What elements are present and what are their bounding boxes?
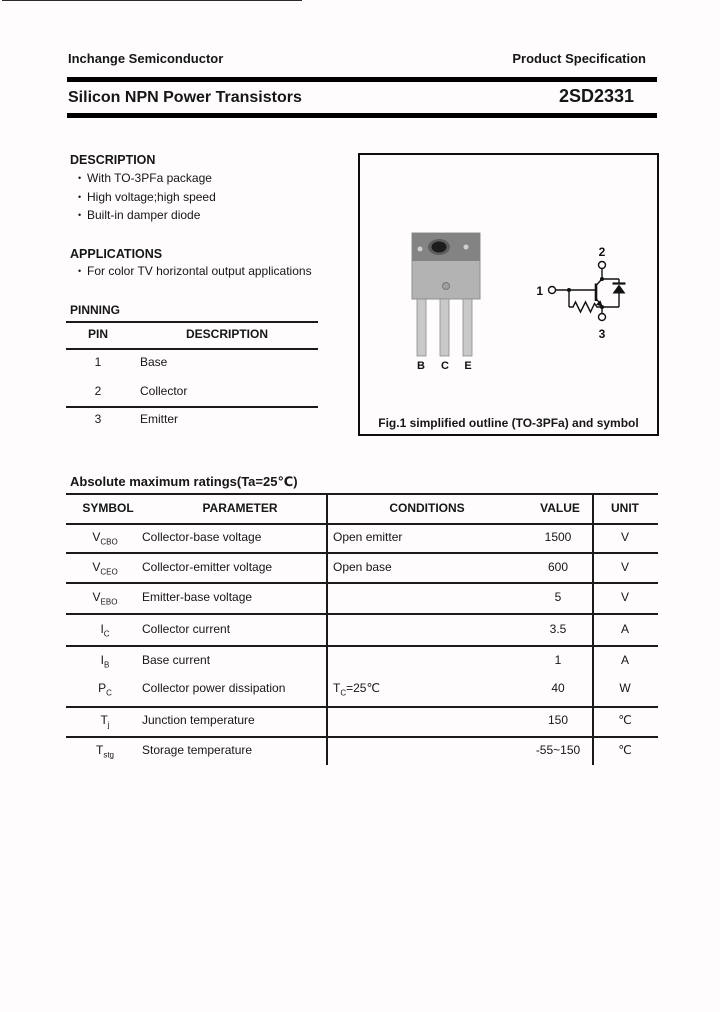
rating-unit: V	[620, 590, 629, 604]
rating-parameter: Collector power dissipation	[142, 681, 286, 695]
ratings-vertical-rule	[326, 493, 328, 765]
description-bullet: • High voltage;high speed	[78, 188, 216, 207]
package-pin-label-b: B	[417, 360, 425, 372]
ratings-rule	[66, 523, 658, 525]
rating-symbol: $T_j$	[100, 713, 110, 730]
pin-description: Base	[140, 355, 168, 369]
pinning-rule	[66, 321, 318, 323]
rating-value: 150	[547, 713, 569, 727]
rating-symbol: $I_B$	[100, 653, 110, 670]
description-bullet: • Built-in damper diode	[78, 206, 216, 225]
ratings-rule	[66, 582, 658, 584]
terminal-label-collector: 2	[598, 245, 606, 259]
ratings-rule	[66, 552, 658, 554]
pinning-rule	[66, 348, 318, 350]
pinning-rule	[66, 406, 318, 408]
page-title: Silicon NPN Power Transistors	[68, 89, 302, 106]
rating-parameter: Emitter-base voltage	[142, 590, 253, 604]
rating-symbol: $P_C$	[98, 681, 112, 698]
rating-value: 1500	[544, 530, 572, 544]
rating-unit: V	[620, 530, 629, 544]
rating-parameter: Collector-emitter voltage	[142, 560, 273, 574]
figure-caption: Fig.1 simplified outline (TO-3PFa) and symbol	[378, 416, 639, 430]
description-heading: DESCRIPTION	[70, 153, 156, 167]
company-name: Inchange Semiconductor	[68, 51, 224, 66]
figure-box	[358, 153, 659, 436]
rating-unit: V	[620, 560, 629, 574]
rating-conditions: Open base	[333, 560, 392, 574]
ratings-col-value: VALUE	[540, 501, 580, 515]
header-rule-top	[67, 77, 657, 82]
ratings-rule	[66, 493, 658, 495]
ratings-rule	[66, 613, 658, 615]
pinning-col-pin: PIN	[87, 327, 108, 341]
pinning-heading: PINNING	[70, 303, 121, 317]
rating-symbol: $T_{stg}$	[95, 743, 114, 760]
rating-unit: A	[620, 622, 629, 636]
package-pin-label-e: E	[464, 360, 472, 372]
ratings-col-conditions: CONDITIONS	[389, 501, 465, 515]
rating-symbol: $V_{CEO}$	[92, 560, 118, 577]
rating-parameter: Base current	[142, 653, 211, 667]
rating-conditions: $T_C=25℃$	[333, 681, 380, 698]
header-rule-bottom	[67, 113, 657, 118]
figure-graphic	[360, 155, 657, 414]
rating-parameter: Storage temperature	[142, 743, 253, 757]
ratings-col-symbol: SYMBOL	[82, 501, 134, 515]
rating-parameter: Collector current	[142, 622, 231, 636]
part-number: 2SD2331	[558, 86, 634, 106]
scan-edge-artifact	[2, 0, 302, 1]
pin-description: Emitter	[140, 412, 179, 426]
doc-type: Product Specification	[512, 51, 646, 66]
rating-symbol: $V_{CBO}$	[92, 530, 118, 547]
terminal-label-base: 1	[536, 284, 543, 298]
ratings-rule	[66, 706, 658, 708]
rating-value: 1	[554, 653, 562, 667]
package-pin-label-c: C	[441, 360, 449, 372]
ratings-col-parameter: PARAMETER	[202, 501, 278, 515]
pin-number: 2	[94, 384, 102, 398]
applications-list	[78, 262, 312, 281]
pin-number: 3	[94, 412, 102, 426]
rating-value: -55~150	[535, 743, 581, 757]
rating-value: 40	[551, 681, 565, 695]
rating-parameter: Collector-base voltage	[142, 530, 262, 544]
applications-heading: APPLICATIONS	[70, 247, 163, 261]
ratings-title: Absolute maximum ratings(Ta=25℃)	[70, 474, 298, 489]
transistor-symbol	[549, 262, 626, 321]
description-list	[78, 169, 216, 225]
rating-value: 5	[554, 590, 562, 604]
package-outline-drawing	[412, 233, 480, 356]
rating-unit: A	[620, 653, 629, 667]
rating-symbol: $V_{EBO}$	[92, 590, 118, 607]
description-bullet: • With TO-3PFa package	[78, 169, 216, 188]
pinning-col-description: DESCRIPTION	[185, 327, 268, 341]
ratings-vertical-rule	[592, 493, 594, 765]
ratings-col-unit: UNIT	[611, 501, 639, 515]
rating-value: 3.5	[549, 622, 567, 636]
rating-parameter: Junction temperature	[142, 713, 255, 727]
rating-unit: ℃	[618, 743, 632, 757]
ratings-rule	[66, 736, 658, 738]
pin-description: Collector	[140, 384, 188, 398]
pin-number: 1	[94, 355, 102, 369]
rating-unit: W	[619, 681, 631, 695]
rating-unit: ℃	[618, 713, 632, 727]
rating-conditions: Open emitter	[333, 530, 403, 544]
terminal-label-emitter: 3	[598, 327, 606, 341]
applications-bullet: • For color TV horizontal output applications	[78, 262, 312, 281]
rating-value: 600	[547, 560, 569, 574]
rating-symbol: $I_C$	[100, 622, 110, 639]
ratings-rule	[66, 645, 658, 647]
